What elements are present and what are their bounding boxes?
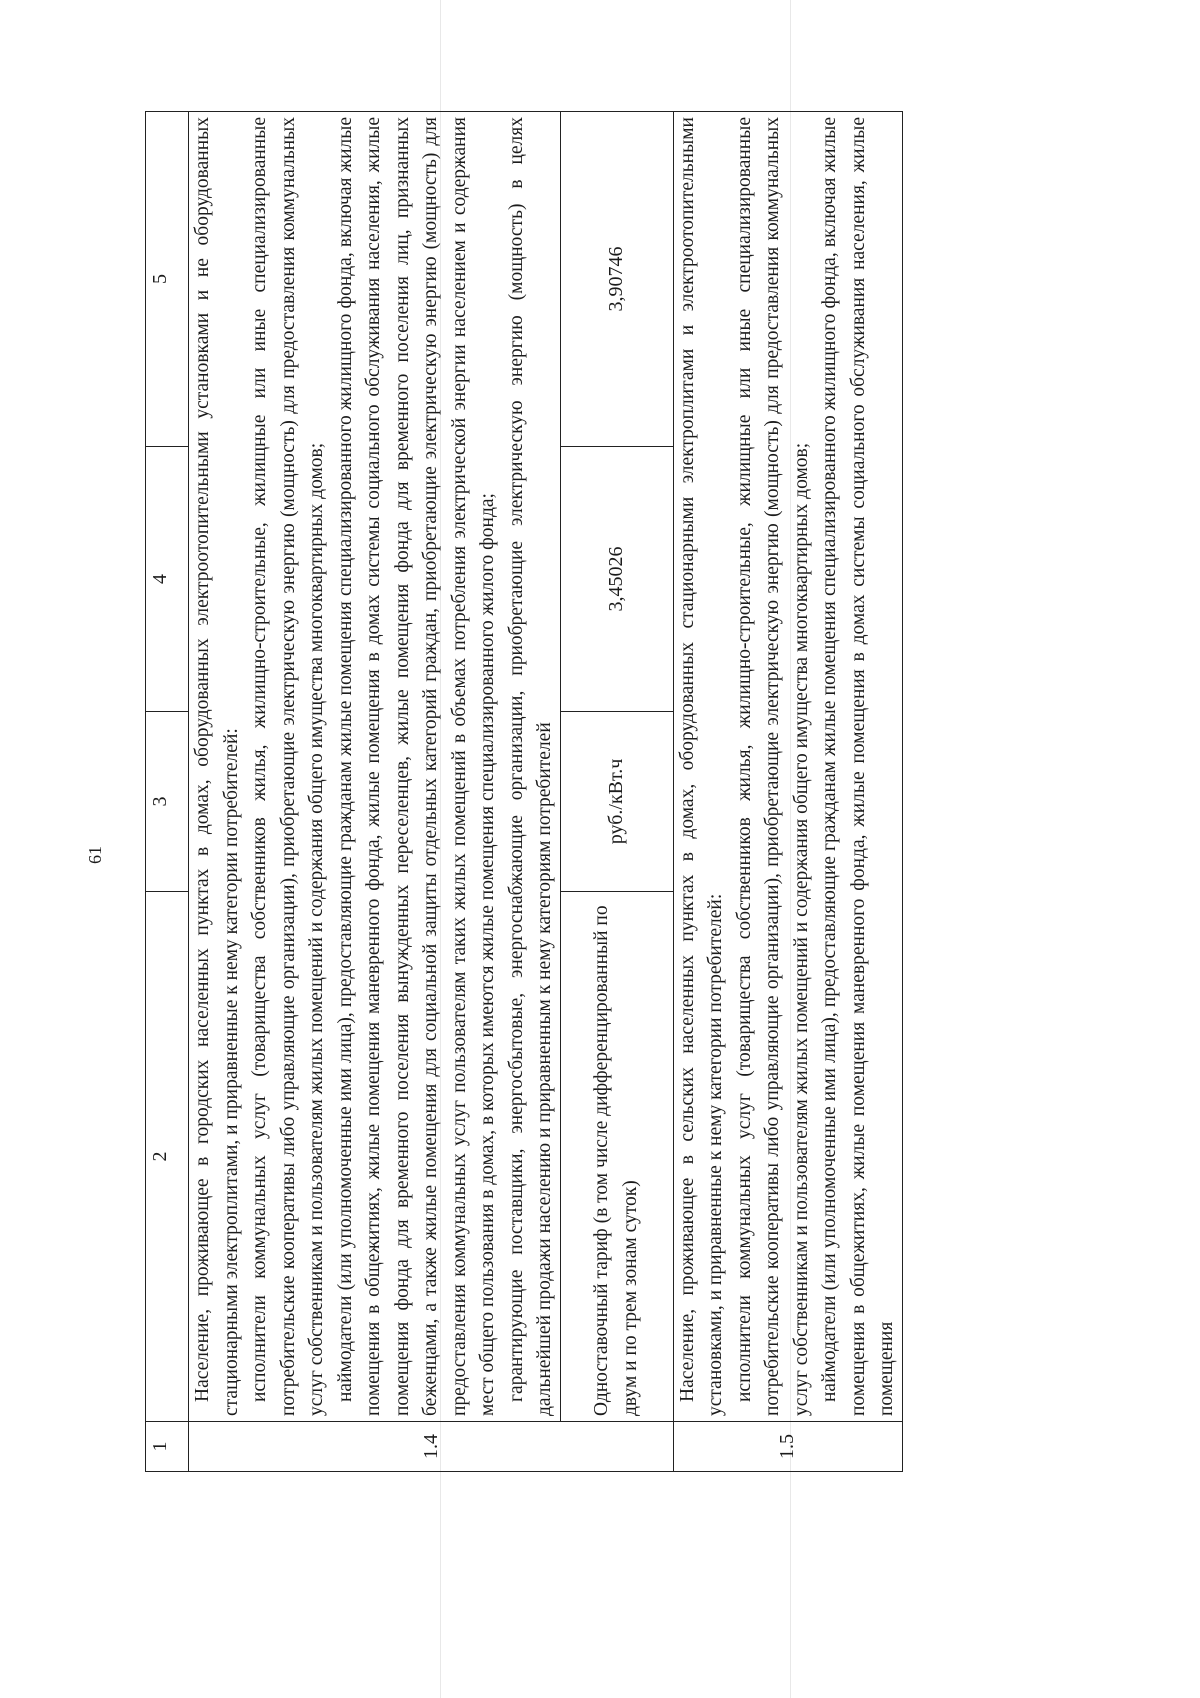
description-paragraph: наймодатели (или уполномоченные ими лица), предоставляющие гражданам жилые помещения специализированного жилищного фонда, включая жилые помещения в общежитиях, жилые помещения маневренного фонда, жилые помещения в домах системы социального обслуживания населения, жилые помещения фонда для временного поселения вынужденных переселенцев, жилые помещения фонда для временного поселения лиц, признанных беженцами, а также жилые помещения для социальной защиты отдельных категорий граждан, приобретающие электрическую энергию (мощность) для предоставления коммунальных услуг пользователям таких жилых помещений в объемах потребления электрической энергии населением и содержания мест общего пользования в домах, в которых имеются жилые помещения специализированного жилого фонда; [334, 117, 498, 1416]
description-paragraph: исполнители коммунальных услуг (товарищества собственников жилья, жилищно-строительные, жилищные или иные специализированные потребительские кооперативы либо управляющие организации), приобретающие электрическую энергию (мощность) для предоставления коммунальных услуг собственникам и пользователям жилых помещений и содержания общего имущества многоквартирных домов; [733, 117, 812, 1416]
description-paragraph: Население, проживающее в городских населенных пунктах в домах, оборудованных электроотопительными установками и не оборудованных стационарными электроплитами, и приравненные к нему категории потребителей: [192, 117, 242, 1416]
table-row [673, 112, 902, 1472]
description-paragraph: Население, проживающее в сельских населенных пунктах в домах, оборудованных стационарными электроплитами и электроотопительными установками, и приравненные к нему категории потребителей: [676, 117, 726, 1416]
header-cell-2: 2 [146, 892, 189, 1422]
row-number-1-5: 1.5 [673, 1422, 902, 1472]
tariff-unit: руб./кВт.ч [560, 712, 673, 892]
tariff-table [145, 111, 903, 1472]
page-number: 61 [85, 846, 105, 864]
tariff-value-second-half: 3,90746 [560, 112, 673, 447]
category-description-rural [673, 112, 902, 1422]
table-row [189, 112, 561, 1472]
rotated-page-content [145, 112, 1060, 1472]
description-paragraph: наймодатели (или уполномоченные ими лица), предоставляющие гражданам жилые помещения специализированного жилищного фонда, включая жилые помещения в общежитиях, жилые помещения маневренного фонда, жилые помещения в домах системы социального обслуживания населения, жилые помещения [819, 117, 897, 1416]
header-cell-5: 5 [146, 112, 189, 447]
description-paragraph: гарантирующие поставщики, энергосбытовые, энергоснабжающие организации, приобретающие электрическую энергию (мощность) в целях дальнейшей продажи населению и приравненным к нему категориям потребителей [505, 117, 555, 1416]
description-paragraph: исполнители коммунальных услуг (товарищества собственников жилья, жилищно-строительные, жилищные или иные специализированные потребительские кооперативы либо управляющие организации), приобретающие электрическую энергию (мощность) для предоставления коммунальных услуг собственникам и пользователям жилых помещений и содержания общего имущества многоквартирных домов; [249, 117, 327, 1416]
category-description-urban [189, 112, 561, 1422]
table-row [560, 112, 673, 1472]
tariff-description: Одноставочный тариф (в том числе дифференцированный по двум и по трем зонам суток) [560, 892, 673, 1422]
header-cell-4: 4 [146, 447, 189, 712]
table-header-row [146, 112, 189, 1472]
tariff-value-first-half: 3,45026 [560, 447, 673, 712]
header-cell-1: 1 [146, 1422, 189, 1472]
header-cell-3: 3 [146, 712, 189, 892]
row-number-1-4: 1.4 [189, 1422, 674, 1472]
